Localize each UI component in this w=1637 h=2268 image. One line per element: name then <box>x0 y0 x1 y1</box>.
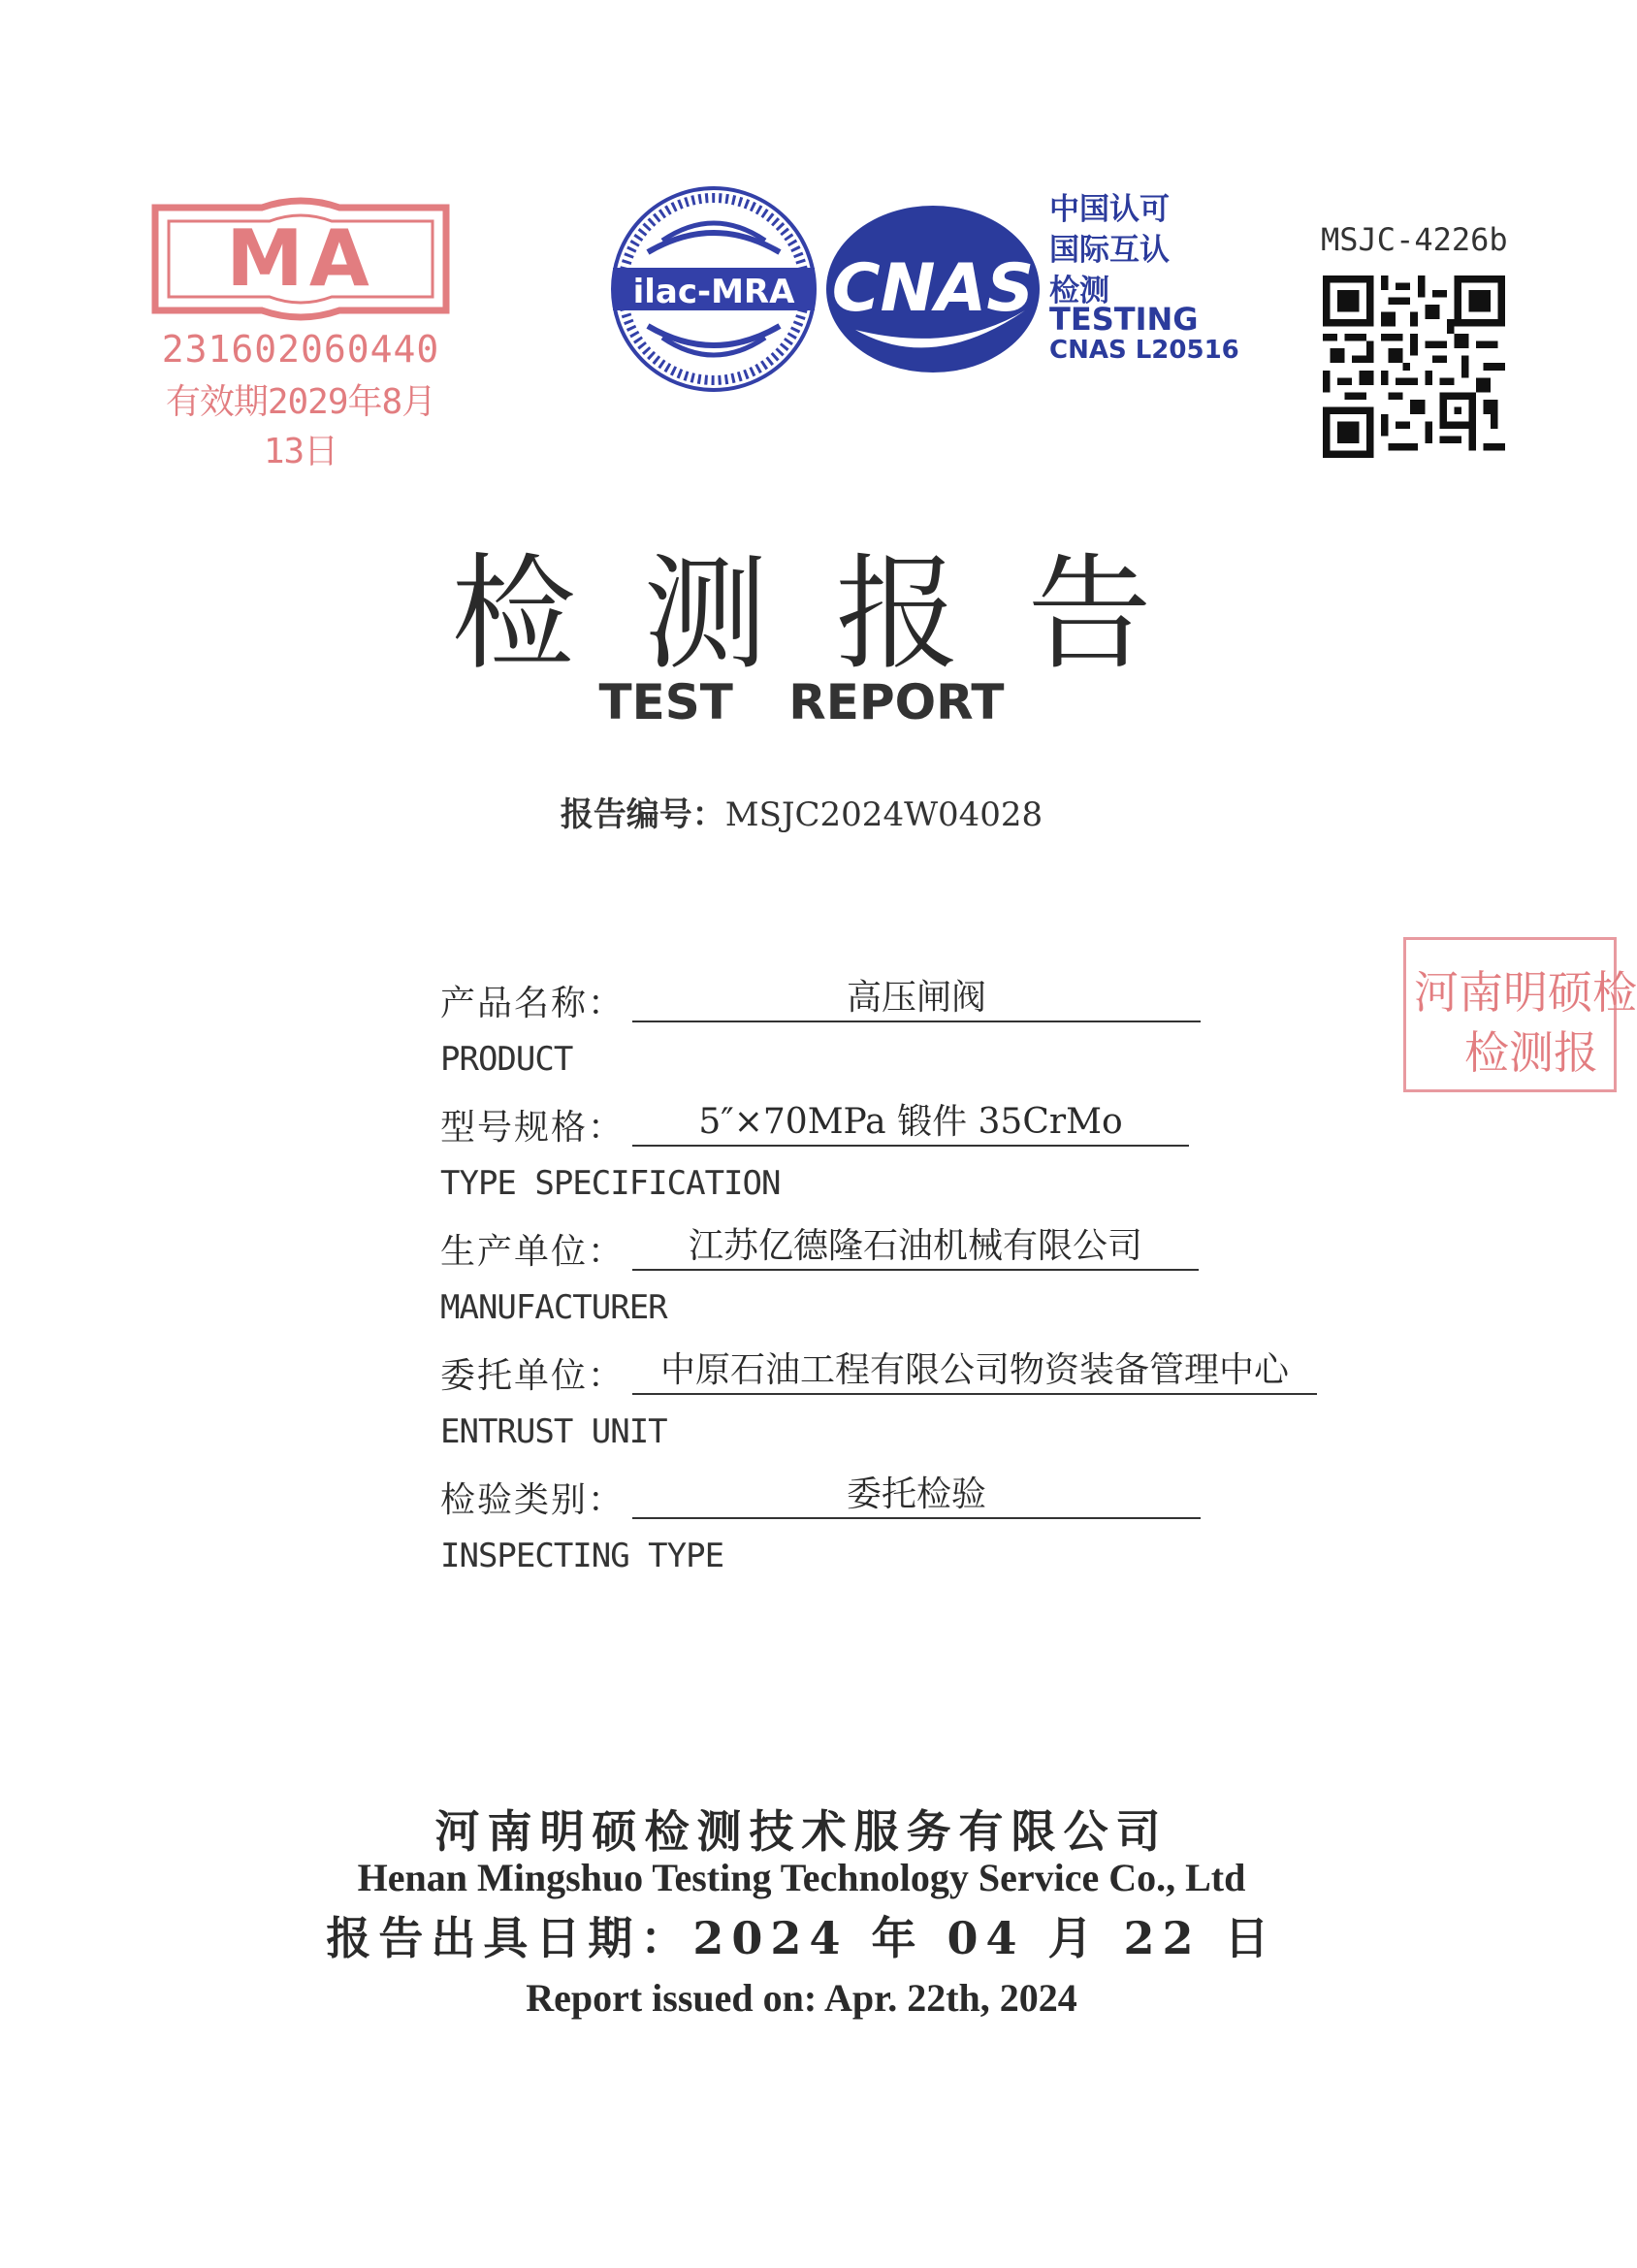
cma-seal <box>155 194 446 471</box>
report-number <box>0 788 1603 835</box>
cnas-logo <box>817 184 1263 394</box>
field-en-label: INSPECTING TYPE <box>440 1537 724 1575</box>
issue-date-en: Report issued on: Apr. 22th, 2024 <box>526 1976 1077 2020</box>
company-name-en: Henan Mingshuo Testing Technology Service Co., Ltd <box>357 1856 1246 1899</box>
field-label: 生产单位： <box>440 1232 626 1272</box>
field-label: 型号规格： <box>440 1108 626 1148</box>
cma-code: 231602060440 <box>161 328 440 371</box>
cnas-text-line4: TESTING <box>1049 301 1199 338</box>
field-en-label: PRODUCT <box>440 1040 573 1079</box>
field-manufacturer <box>440 1224 1206 1273</box>
field-product <box>440 976 1206 1024</box>
cnas-logo-icon <box>817 184 1049 394</box>
field-value: 江苏亿德隆石油机械有限公司 <box>632 1224 1199 1271</box>
cma-logo-icon <box>155 194 446 325</box>
cnas-text-line2: 国际互认 <box>1049 233 1170 268</box>
cma-logo-text: MA <box>226 213 375 304</box>
report-number-value: MSJC2024W04028 <box>724 795 1043 834</box>
field-value: 5″×70MPa 锻件 35CrMo <box>632 1100 1189 1147</box>
stamp-line2: 检测报 <box>1464 1026 1598 1079</box>
field-en-label: ENTRUST UNIT <box>440 1412 667 1451</box>
field-label: 产品名称： <box>440 984 626 1023</box>
qr-code-icon <box>1323 275 1505 458</box>
company-name-cn: 河南明硕检测技术服务有限公司 <box>434 1805 1169 1858</box>
field-entrust-unit <box>440 1348 1323 1397</box>
company-stamp <box>1403 937 1637 1092</box>
field-value: 中原石油工程有限公司物资装备管理中心 <box>632 1348 1317 1395</box>
field-en-label: TYPE SPECIFICATION <box>440 1164 781 1203</box>
field-type-specification <box>440 1100 1206 1149</box>
field-label: 检验类别： <box>440 1480 626 1520</box>
stamp-line1: 河南明硕检 <box>1414 966 1637 1019</box>
report-number-label: 报告编号： <box>560 795 725 834</box>
report-title-cn: 检测报告 <box>451 542 1220 687</box>
ilac-logo-text: ilac-MRA <box>632 273 795 311</box>
cnas-text-line1: 中国认可 <box>1049 192 1170 227</box>
field-value: 委托检验 <box>632 1473 1201 1519</box>
document-code: MSJC-4226b <box>1321 221 1508 258</box>
cnas-text-line3: 检测 <box>1049 274 1109 308</box>
field-inspecting-type <box>440 1473 1206 1521</box>
cnas-logo-text: CNAS <box>831 250 1035 327</box>
cma-validity: 有效期2029年8月13日 <box>165 382 436 471</box>
field-en-label: MANUFACTURER <box>440 1288 667 1327</box>
field-value: 高压闸阀 <box>632 976 1201 1022</box>
field-label: 委托单位： <box>440 1356 626 1396</box>
issue-date-cn: 报告出具日期：2024 年 04 月 22 日 <box>326 1912 1277 1964</box>
ilac-mra-logo-icon <box>609 184 818 394</box>
cnas-accreditation-number: CNAS L20516 <box>1049 336 1239 365</box>
report-title-en: TEST REPORT <box>598 674 1005 730</box>
